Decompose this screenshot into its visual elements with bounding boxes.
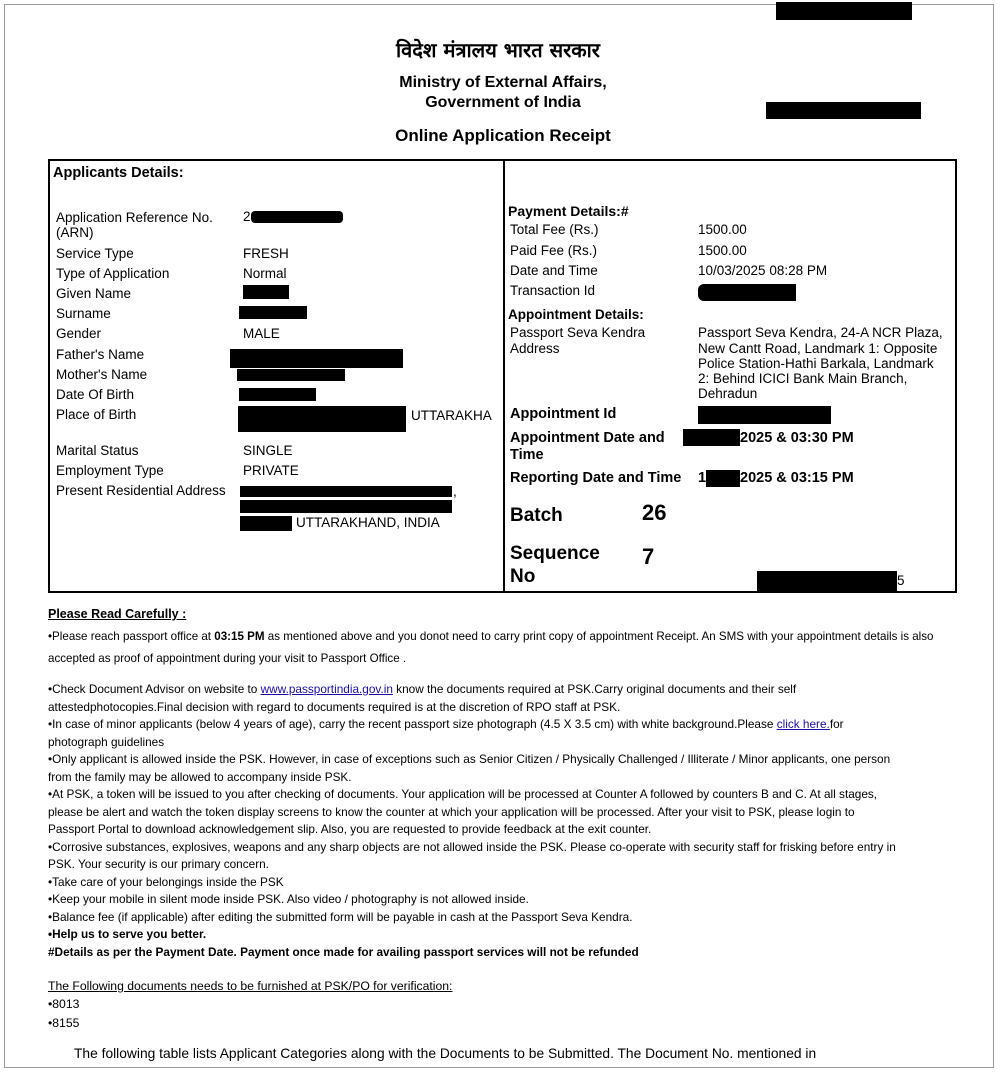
applicant-section-title: Applicants Details: <box>53 165 184 181</box>
employment-type-label: Employment Type <box>56 463 164 478</box>
hindi-title: विदेश मंत्रालय भारत सरकार <box>396 38 600 62</box>
redaction-box <box>240 486 452 497</box>
ministry-line-1: Ministry of External Affairs, <box>399 74 607 91</box>
place-of-birth-value: UTTARAKHA <box>411 408 492 423</box>
arn-label: Application Reference No. <box>56 210 213 225</box>
appointment-section-title: Appointment Details: <box>508 307 644 322</box>
note-corrosive-line-2: PSK. Your security is our primary concern. <box>48 857 269 871</box>
redaction-box <box>238 406 406 432</box>
appointment-date-value: 2025 & 03:30 PM <box>740 430 854 446</box>
psk-address-line-5: Dehradun <box>698 386 758 401</box>
marital-status-label: Marital Status <box>56 443 139 458</box>
redaction-box <box>239 306 307 319</box>
type-of-application-value: Normal <box>243 266 287 281</box>
batch-value: 26 <box>642 500 667 525</box>
psk-address-label-sub: Address <box>510 341 560 356</box>
surname-label: Surname <box>56 306 111 321</box>
note-mobile: •Keep your mobile in silent mode inside PSK. Also video / photography is not allowed inside. <box>48 892 529 906</box>
arn-label-sub: (ARN) <box>56 225 94 240</box>
sequence-label-sub: No <box>510 566 536 587</box>
dob-label: Date Of Birth <box>56 387 135 402</box>
redaction-box <box>776 2 912 20</box>
marital-status-value: SINGLE <box>243 443 293 458</box>
note-help-us: •Help us to serve you better. <box>48 927 207 941</box>
note-balance-fee: •Balance fee (if applicable) after editing the submitted form will be payable in cash at the Passport Seva Kendra. <box>48 909 633 924</box>
document-item: •8013 <box>48 997 80 1011</box>
reporting-value: 2025 & 03:15 PM <box>740 470 854 486</box>
click-here-link[interactable]: click here. <box>776 717 830 731</box>
place-of-birth-label: Place of Birth <box>56 407 137 422</box>
psk-address-line-1: Passport Seva Kendra, 24-A NCR Plaza, <box>698 325 943 340</box>
arn-value: 2 <box>243 209 251 224</box>
passportindia-link[interactable]: www.passportindia.gov.in <box>260 682 393 696</box>
type-of-application-label: Type of Application <box>56 266 170 281</box>
documents-heading: The Following documents needs to be furnished at PSK/PO for verification: <box>48 979 453 993</box>
notes-heading: Please Read Carefully : <box>48 607 187 621</box>
document-item: •8155 <box>48 1016 80 1030</box>
batch-label: Batch <box>510 505 563 526</box>
note-reach-office: •Please reach passport office at 03:15 PM as mentioned above and you donot need to carry print copy of appointment Receipt. An SMS with your appointment details is also <box>48 630 934 643</box>
redaction-box <box>766 102 921 119</box>
receipt-title: Online Application Receipt <box>395 126 611 145</box>
note-only-applicant: •Only applicant is allowed inside the PSK. However, in case of exceptions such as Senior Citizen / Physically Challenged / Illiterate / Minor applicants, one person <box>48 752 891 766</box>
paid-fee-value: 1500.00 <box>698 243 747 258</box>
redaction-box <box>240 516 292 531</box>
paid-fee-label: Paid Fee (Rs.) <box>510 243 598 258</box>
service-type-value: FRESH <box>243 246 289 261</box>
mothers-name-label: Mother's Name <box>56 367 148 382</box>
given-name-label: Given Name <box>56 286 132 301</box>
date-time-label: Date and Time <box>510 263 598 278</box>
redaction-box <box>237 369 345 381</box>
note-belongings: •Take care of your belongings inside the PSK <box>48 874 284 889</box>
redaction-box <box>243 285 289 299</box>
note-reach-office-line-2: accepted as proof of appointment during your visit to Passport Office . <box>48 652 407 665</box>
note-minor-applicants-line-2: photograph guidelines <box>48 734 165 749</box>
ministry-line-2: Government of India <box>425 94 581 111</box>
appointment-id-label: Appointment Id <box>510 406 617 422</box>
note-document-advisor: •Check Document Advisor on website to www.passportindia.gov.in know the documents required at PSK.Carry original documents and their self <box>48 682 797 696</box>
redaction-box <box>230 349 403 368</box>
redaction-box <box>757 571 897 591</box>
redaction-box <box>251 211 343 223</box>
psk-address-line-2: New Cantt Road, Landmark 1: Opposite <box>698 341 938 356</box>
note-corrosive: •Corrosive substances, explosives, weapons and any sharp objects are not allowed inside the PSK. Please co-operate with security staff for frisking before entry in <box>48 839 896 854</box>
gender-value: MALE <box>243 326 280 341</box>
note-token-line-2: please be alert and watch the token display screens to know the counter at which your application will be processed. After your visit to PSK, please login to <box>48 804 855 819</box>
notes-block-2 <box>48 681 948 961</box>
appointment-date-label: Appointment Date and <box>510 430 665 446</box>
transaction-id-label: Transaction Id <box>510 283 596 298</box>
service-type-label: Service Type <box>56 246 134 261</box>
reporting-time-emphasis: 03:15 PM <box>214 630 265 643</box>
redaction-box <box>698 284 796 301</box>
redaction-box <box>683 429 740 446</box>
redaction-box <box>698 406 831 424</box>
note-token: •At PSK, a token will be issued to you after checking of documents. Your application will be processed at Counter A followed by counters B and C. At all stages, <box>48 787 878 801</box>
redaction-box <box>240 500 452 513</box>
psk-address-line-4: 2: Behind ICICI Bank Main Branch, <box>698 371 908 386</box>
address-line-3: UTTARAKHAND, INDIA <box>296 515 440 530</box>
psk-address-label: Passport Seva Kendra <box>510 325 646 340</box>
sequence-label: Sequence <box>510 543 600 564</box>
sequence-value: 7 <box>642 544 655 569</box>
note-document-advisor-line-2: attestedphotocopies.Final decision with regard to documents required is at the discretion of RPO staff at PSK. <box>48 699 621 714</box>
note-only-applicant-line-2: from the family may be allowed to accompany inside PSK. <box>48 769 352 784</box>
gender-label: Gender <box>56 326 102 341</box>
total-fee-value: 1500.00 <box>698 222 747 237</box>
notes-block-1 <box>48 626 948 670</box>
address-label: Present Residential Address <box>56 483 226 498</box>
address-line-1-tail: , <box>453 484 457 499</box>
table-intro-text: The following table lists Applicant Categories along with the Documents to be Submitted. The Document No. mentioned in <box>74 1046 817 1061</box>
reporting-prefix: 1 <box>698 470 707 486</box>
reporting-label: Reporting Date and Time <box>510 470 682 486</box>
sequence-trailing-char: 5 <box>897 573 905 588</box>
note-minor-applicants: •In case of minor applicants (below 4 years of age), carry the recent passport size photograph (4.5 X 3.5 cm) with white background.Please click here.for <box>48 717 844 731</box>
date-time-value: 10/03/2025 08:28 PM <box>698 263 828 278</box>
note-token-line-3: Passport Portal to download acknowledgement slip. Also, you are requested to provide feedback at the exit counter. <box>48 822 652 836</box>
payment-section-title: Payment Details:# <box>508 203 629 219</box>
fathers-name-label: Father's Name <box>56 347 145 362</box>
psk-address-line-3: Police Station-Hathi Barkala, Landmark <box>698 356 934 371</box>
appointment-date-label-sub: Time <box>510 447 544 463</box>
note-payment-refund: #Details as per the Payment Date. Payment once made for availing passport services will not be refunded <box>48 944 639 959</box>
redaction-box <box>239 388 316 401</box>
employment-type-value: PRIVATE <box>243 463 299 478</box>
redaction-box <box>706 470 740 487</box>
total-fee-label: Total Fee (Rs.) <box>510 222 599 237</box>
